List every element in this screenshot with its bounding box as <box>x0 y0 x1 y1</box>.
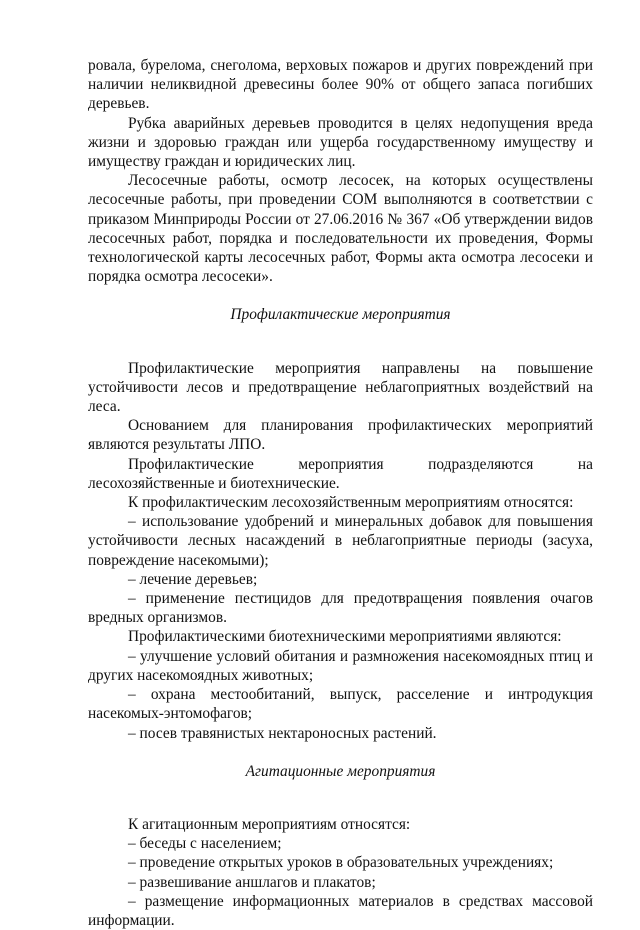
list-item: – улучшение условий обитания и размножения насекомоядных птиц и других насекомоядных животных; <box>88 647 593 684</box>
list-item: – размещение информационных материалов в средствах массовой информации. <box>88 892 593 929</box>
list-item: – применение пестицидов для предотвращения появления очагов вредных организмов. <box>88 590 593 627</box>
list-item: – посев травянистых нектароносных растений. <box>128 724 437 742</box>
paragraph: К профилактическим лесохозяйственным мероприятиям относятся: <box>128 494 574 512</box>
paragraph: Основанием для планирования профилактических мероприятий являются результаты ЛПО. <box>88 417 593 454</box>
list-item: – беседы с населением; <box>128 835 282 853</box>
list-item: – использование удобрений и минеральных добавок для повышения устойчивости лесных насаждений в неблагоприятные периоды (засуха, повреждение насекомыми); <box>88 513 593 569</box>
paragraph: Рубка аварийных деревьев проводится в целях недопущения вреда жизни и здоровью граждан или ущерба государственному имуществу и имуществу граждан и юридических лиц. <box>88 114 593 171</box>
paragraph: Профилактическими биотехническими мероприятиями являются: <box>128 628 562 646</box>
list-item: – лечение деревьев; <box>128 570 258 588</box>
list-item: – развешивание аншлагов и плакатов; <box>128 873 376 891</box>
paragraph: К агитационным мероприятиям относятся: <box>128 815 411 833</box>
spacer <box>88 286 593 305</box>
spacer <box>88 743 593 762</box>
paragraph: Профилактические мероприятия подразделяются на лесохозяйственные и биотехнические. <box>88 455 593 492</box>
paragraph: Лесосечные работы, осмотр лесосек, на которых осуществлены лесосечные работы, при проведении СОМ выполняются в соответствии с приказом Минприроды России от 27.06.2016 № 367 «Об утверждении видов лесосечных работ, порядка и последовательности их проведения, Формы технологической карты лесосечных работ, Формы акта осмотра лесосеки и порядка осмотра лесосеки». <box>88 172 593 286</box>
document-body <box>88 56 593 930</box>
list-item: – охрана местообитаний, выпуск, расселение и интродукция насекомых-энтомофагов; <box>88 686 593 723</box>
paragraph: ровала, бурелома, снеголома, верховых пожаров и других повреждений при наличии неликвидной древесины более 90% от общего запаса погибших деревьев. <box>88 57 593 113</box>
section-heading: Профилактические мероприятия <box>230 306 451 324</box>
list-item: – проведение открытых уроков в образовательных учреждениях; <box>128 854 554 872</box>
spacer <box>88 781 593 815</box>
spacer <box>88 325 593 359</box>
section-heading: Агитационные мероприятия <box>245 762 436 780</box>
paragraph: Профилактические мероприятия направлены на повышение устойчивости лесов и предотвращение неблагоприятных воздействий на леса. <box>88 359 593 416</box>
